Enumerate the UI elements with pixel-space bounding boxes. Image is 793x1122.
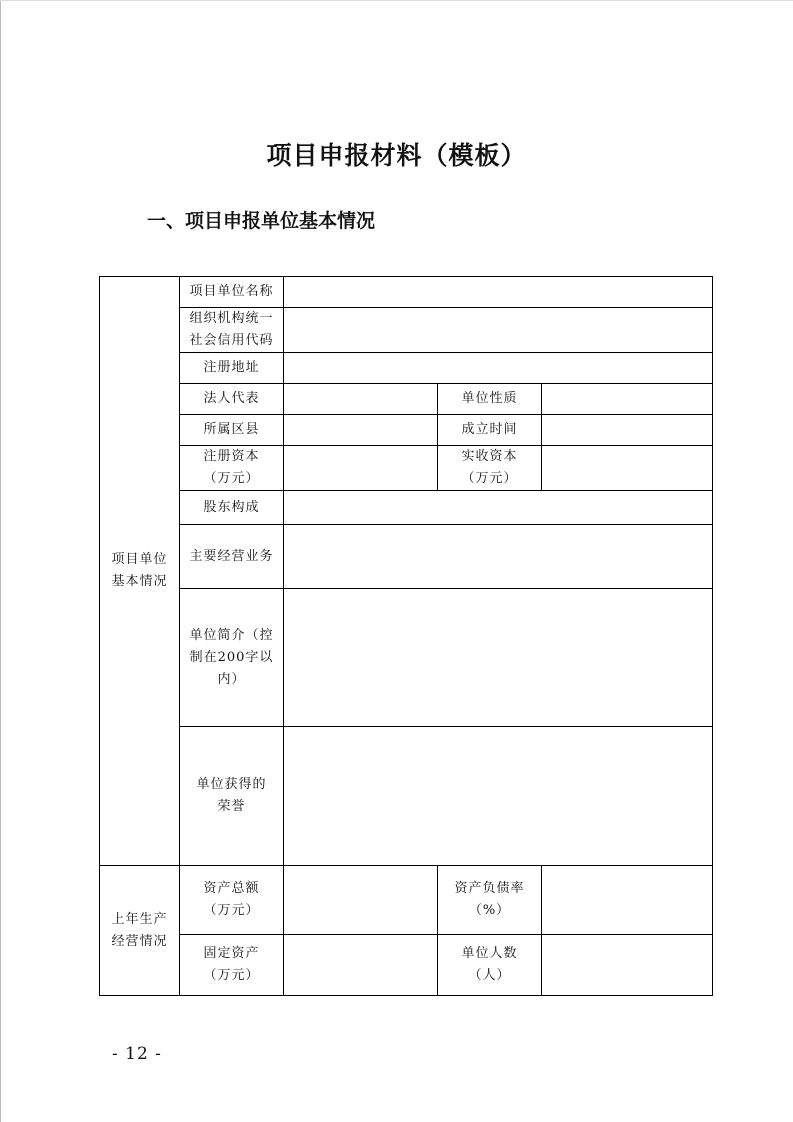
label-reg-capital: 注册资本（万元） bbox=[180, 446, 284, 491]
headcount-field[interactable] bbox=[542, 935, 713, 996]
label-total-assets: 资产总额（万元） bbox=[180, 866, 284, 935]
profile-field[interactable] bbox=[284, 589, 713, 727]
established-field[interactable] bbox=[542, 415, 713, 446]
main-business-field[interactable] bbox=[284, 525, 713, 589]
fixed-assets-field[interactable] bbox=[284, 935, 438, 996]
label-debt-ratio: 资产负债率（%） bbox=[438, 866, 542, 935]
total-assets-field[interactable] bbox=[284, 866, 438, 935]
reg-capital-field[interactable] bbox=[284, 446, 438, 491]
group-label-last-year: 上年生产经营情况 bbox=[100, 866, 180, 996]
label-headcount: 单位人数（人） bbox=[438, 935, 542, 996]
label-paid-capital: 实收资本（万元） bbox=[438, 446, 542, 491]
label-fixed-assets: 固定资产（万元） bbox=[180, 935, 284, 996]
label-unit-name: 项目单位名称 bbox=[180, 277, 284, 308]
debt-ratio-field[interactable] bbox=[542, 866, 713, 935]
legal-rep-field[interactable] bbox=[284, 384, 438, 415]
application-form-table bbox=[99, 276, 713, 996]
label-reg-address: 注册地址 bbox=[180, 353, 284, 384]
shareholders-field[interactable] bbox=[284, 491, 713, 525]
label-established: 成立时间 bbox=[438, 415, 542, 446]
reg-address-field[interactable] bbox=[284, 353, 713, 384]
label-shareholders: 股东构成 bbox=[180, 491, 284, 525]
paid-capital-field[interactable] bbox=[542, 446, 713, 491]
label-district: 所属区县 bbox=[180, 415, 284, 446]
label-profile: 单位简介（控制在200字以内） bbox=[180, 589, 284, 727]
page-edge-top bbox=[0, 0, 793, 1]
label-legal-rep: 法人代表 bbox=[180, 384, 284, 415]
section-heading: 一、项目申报单位基本情况 bbox=[147, 210, 376, 232]
credit-code-field[interactable] bbox=[284, 308, 713, 353]
unit-name-field[interactable] bbox=[284, 277, 713, 308]
label-main-business: 主要经营业务 bbox=[180, 525, 284, 589]
group-label-basic-info: 项目单位基本情况 bbox=[100, 277, 180, 866]
page-number: - 12 - bbox=[112, 1044, 162, 1064]
label-unit-nature: 单位性质 bbox=[438, 384, 542, 415]
honors-field[interactable] bbox=[284, 727, 713, 866]
unit-nature-field[interactable] bbox=[542, 384, 713, 415]
label-honors: 单位获得的荣誉 bbox=[180, 727, 284, 866]
label-credit-code: 组织机构统一社会信用代码 bbox=[180, 308, 284, 353]
document-title: 项目申报材料（模板） bbox=[266, 141, 527, 170]
district-field[interactable] bbox=[284, 415, 438, 446]
